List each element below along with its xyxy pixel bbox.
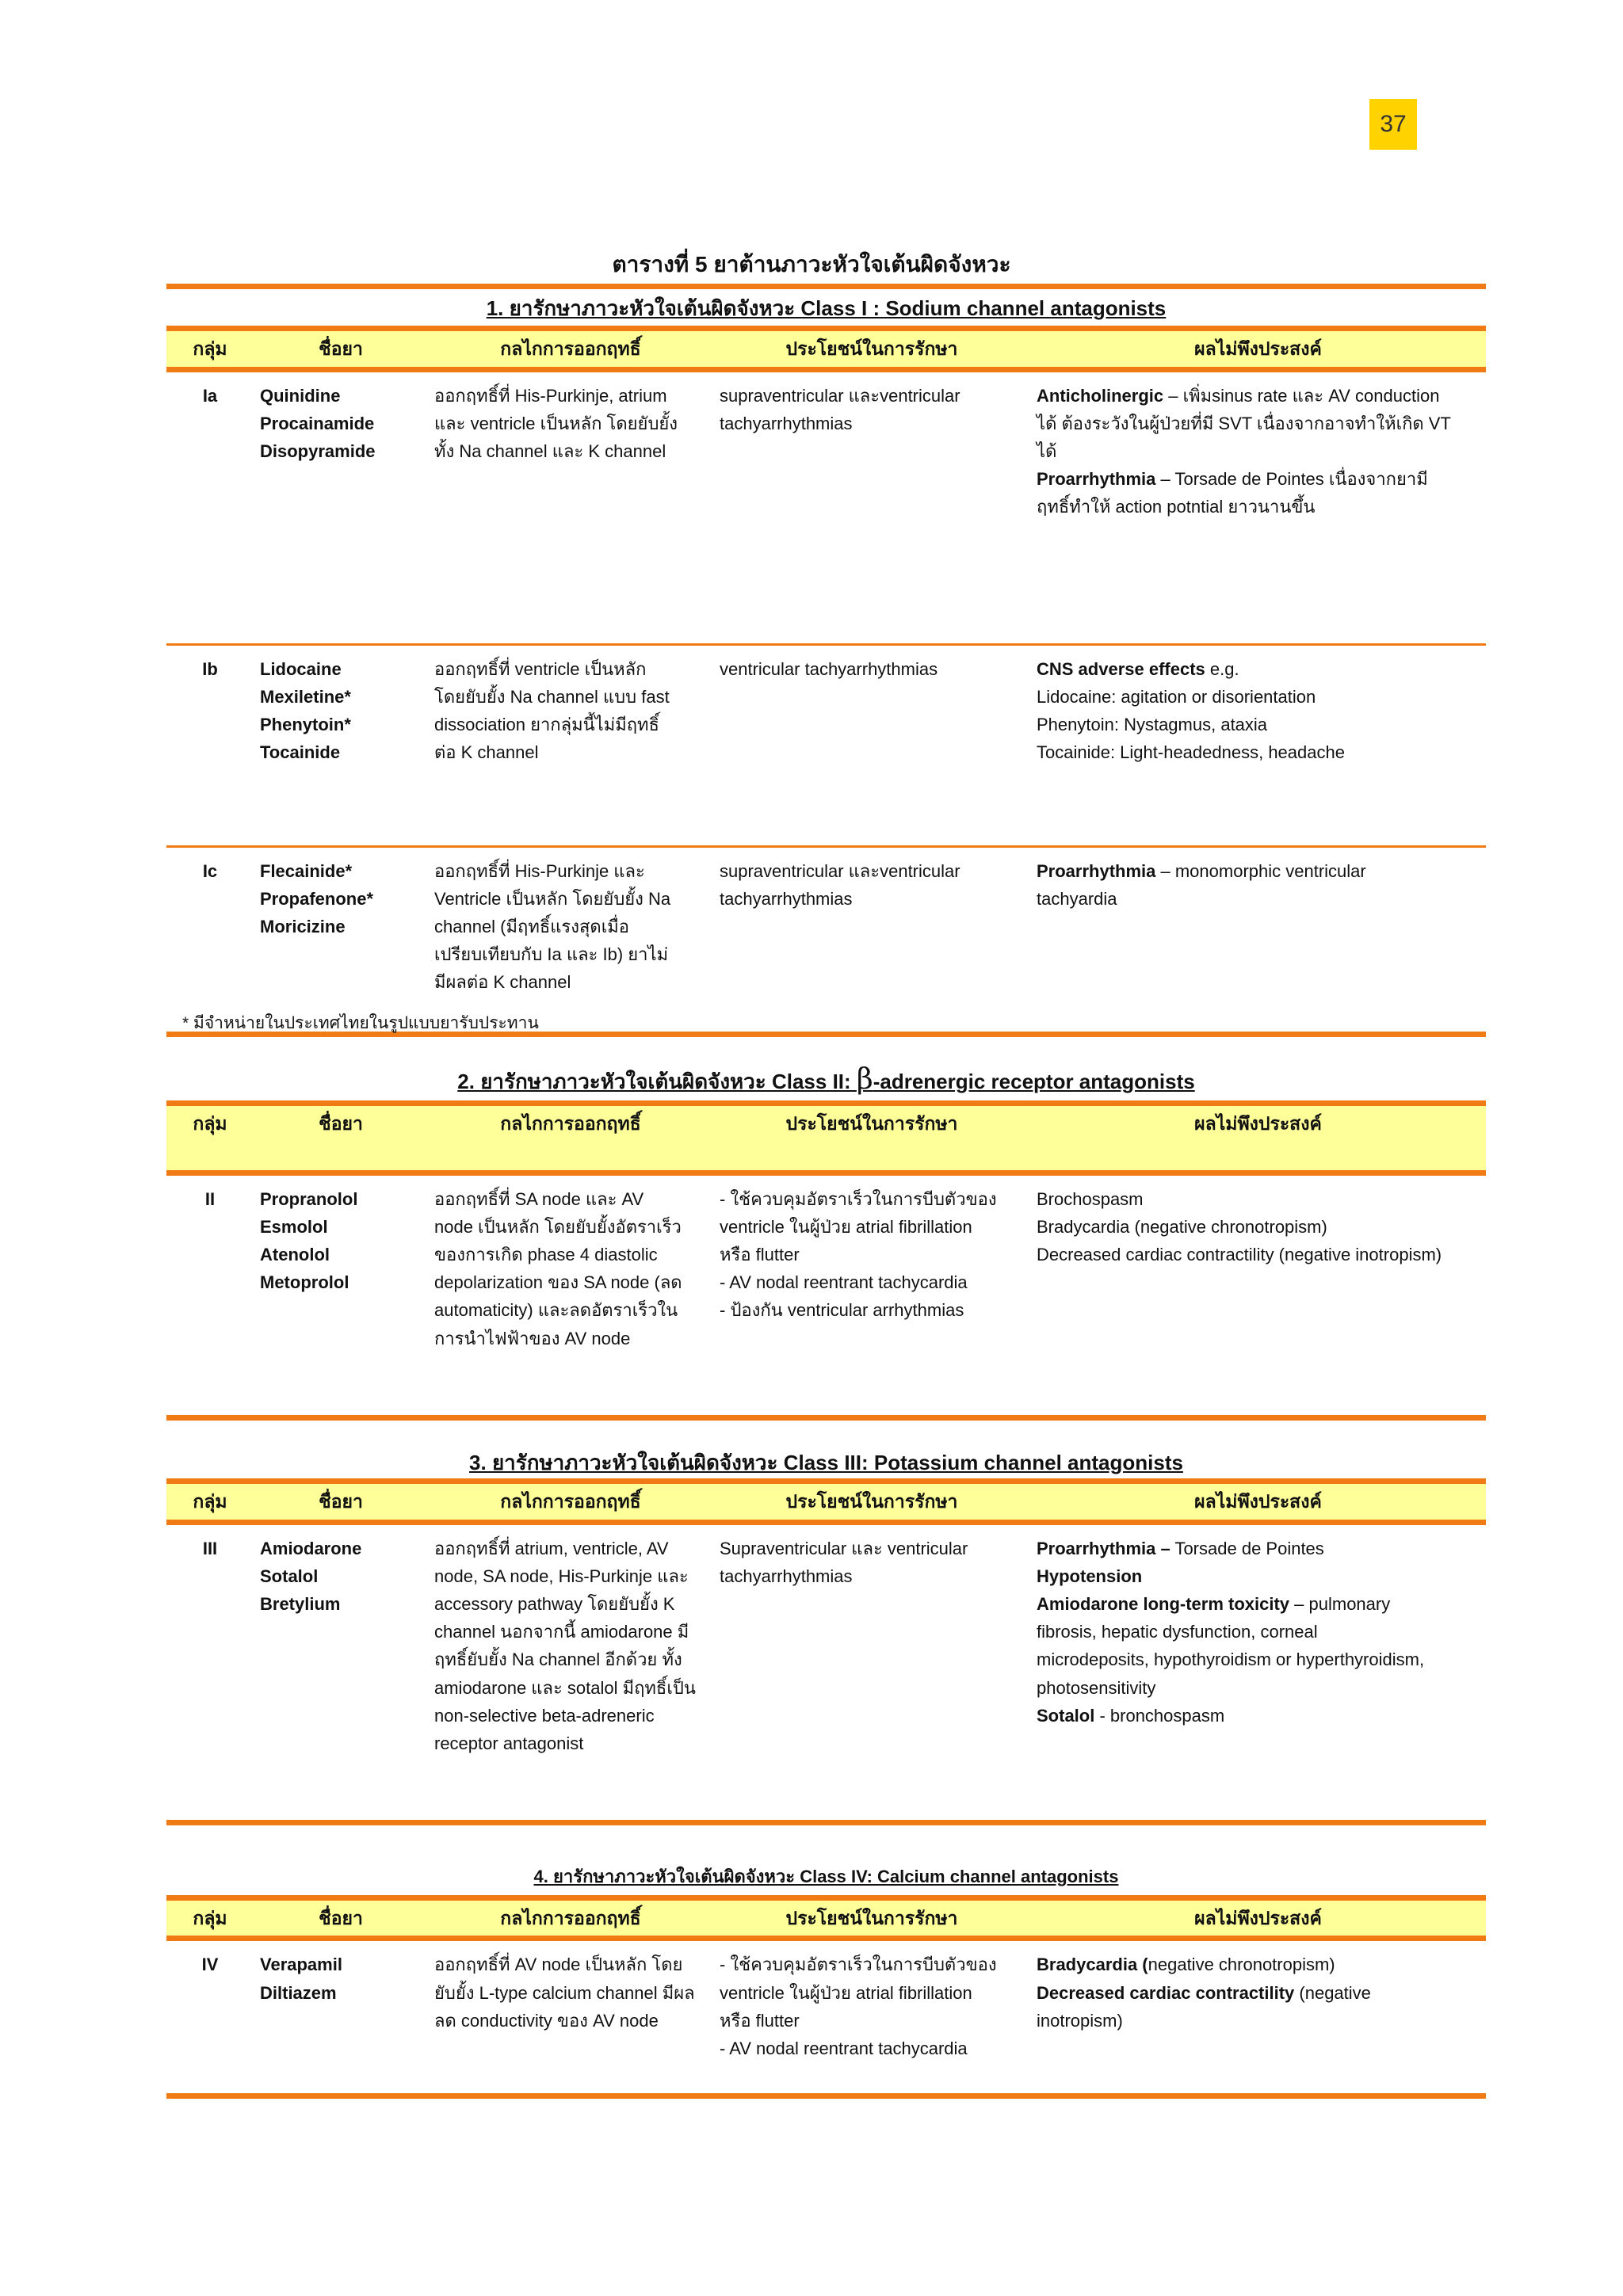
adverse-line — [1037, 465, 1480, 493]
table-row — [166, 1525, 1486, 1820]
adverse-line — [1037, 1702, 1480, 1730]
adverse-line — [1037, 683, 1480, 711]
mechanism-cell — [428, 1535, 713, 1820]
mechanism-line: ออกฤทธิ์ที่ ventricle เป็นหลัก — [434, 658, 647, 679]
drug-name: Bretylium — [260, 1593, 341, 1614]
column-header: ชื่อยา — [319, 1907, 363, 1928]
use-line: Supraventricular และ ventricular — [720, 1538, 968, 1558]
adverse-line — [1037, 1562, 1480, 1590]
table-header — [166, 326, 1486, 372]
column-header: ผลไม่พึงประสงค์ — [1194, 1490, 1322, 1512]
drug-name: Phenytoin* — [260, 714, 351, 734]
adverse-line — [1037, 1185, 1480, 1213]
adverse-line — [1037, 382, 1480, 410]
column-header: ชื่อยา — [319, 1490, 363, 1512]
mechanism-line: ออกฤทธิ์ที่ His-Purkinje, atrium — [434, 385, 667, 406]
adverse-line — [1037, 1241, 1480, 1268]
adverse-cell — [1030, 382, 1486, 643]
adverse-text: fibrosis, hepatic dysfunction, corneal — [1037, 1622, 1318, 1642]
drugs-cell — [254, 857, 428, 1032]
use-line: supraventricular และventricular — [720, 860, 960, 881]
section-title: 4. ยารักษาภาวะหัวใจเต้นผิดจังหวะ Class IV: Calcium channel antagonists — [533, 1867, 1119, 1886]
section-class-1 — [166, 284, 1486, 1037]
column-header: กลุ่ม — [193, 338, 227, 359]
drug-name: Esmolol — [260, 1216, 328, 1237]
adverse-term: CNS adverse effects — [1037, 658, 1205, 679]
group-cell: III — [202, 1538, 218, 1558]
drug-name: Sotalol — [260, 1566, 319, 1586]
mechanism-line: node, SA node, His-Purkinje และ — [434, 1566, 689, 1586]
table-header — [166, 1100, 1486, 1176]
table-body — [166, 1525, 1486, 1820]
adverse-text: Brochospasm — [1037, 1188, 1144, 1209]
drug-name: Lidocaine — [260, 658, 342, 679]
drug-name: Tocainide — [260, 742, 341, 763]
use-line: - ใช้ควบคุมอัตราเร็วในการบีบตัวของ — [720, 1955, 997, 1975]
adverse-term: Bradycardia ( — [1037, 1955, 1148, 1975]
group-cell: IV — [201, 1955, 219, 1975]
adverse-line — [1037, 1951, 1480, 1978]
mechanism-line: ออกฤทธิ์ที่ AV node เป็นหลัก โดย — [434, 1955, 683, 1975]
mechanism-line: ฤทธิ์ยับยั้ง Na channel อีกด้วย ทั้ง — [434, 1650, 682, 1670]
column-header: ประโยชน์ในการรักษา — [785, 338, 958, 359]
adverse-line — [1037, 711, 1480, 738]
mechanism-line: ออกฤทธิ์ที่ SA node และ AV — [434, 1188, 644, 1209]
adverse-text: Phenytoin: Nystagmus, ataxia — [1037, 714, 1268, 734]
drug-name: Amiodarone — [260, 1538, 362, 1558]
adverse-cell — [1030, 655, 1486, 845]
group-cell: Ic — [202, 860, 218, 881]
mechanism-line: และ ventricle เป็นหลัก โดยยับยั้ง — [434, 413, 678, 433]
mechanism-line: ออกฤทธิ์ที่ His-Purkinje และ — [434, 860, 645, 881]
column-header: กลไกการออกฤทธิ์ — [500, 1490, 641, 1512]
adverse-text: (negative — [1294, 1982, 1371, 2003]
mechanism-line: ต่อ K channel — [434, 742, 539, 763]
adverse-text: – pulmonary — [1289, 1593, 1391, 1614]
table-row — [166, 646, 1486, 848]
adverse-line — [1037, 1618, 1480, 1646]
mechanism-cell — [428, 857, 713, 1032]
use-cell — [713, 382, 1030, 643]
column-header: ชื่อยา — [319, 1112, 363, 1134]
use-cell — [713, 1951, 1030, 2093]
adverse-term: Proarrhythmia – — [1037, 1538, 1170, 1558]
adverse-cell — [1030, 1185, 1486, 1415]
mechanism-line: channel (มีฤทธิ์แรงสุดเมื่อ — [434, 916, 629, 936]
adverse-text: tachyardia — [1037, 888, 1117, 909]
adverse-line — [1037, 1979, 1480, 2007]
beta-symbol: β — [856, 1063, 873, 1096]
adverse-text: Torsade de Pointes — [1170, 1538, 1324, 1558]
drug-name: Flecainide* — [260, 860, 353, 881]
bottom-rule — [166, 1820, 1486, 1825]
use-line: - ป้องกัน ventricular arrhythmias — [720, 1300, 964, 1321]
adverse-text: ฤทธิ์ทำให้ action potntial ยาวนานขึ้น — [1037, 497, 1316, 517]
adverse-line — [1037, 738, 1480, 766]
table-body — [166, 372, 1486, 1032]
adverse-text: photosensitivity — [1037, 1677, 1156, 1698]
use-line: - ใช้ควบคุมอัตราเร็วในการบีบตัวของ — [720, 1188, 997, 1209]
drug-name: Procainamide — [260, 413, 375, 433]
mechanism-cell — [428, 655, 713, 845]
table-row — [166, 1176, 1486, 1415]
use-line: - AV nodal reentrant tachycardia — [720, 2038, 968, 2058]
mechanism-line: Ventricle เป็นหลัก โดยยับยั้ง Na — [434, 888, 671, 909]
table-row — [166, 372, 1486, 646]
use-cell — [713, 655, 1030, 845]
mechanism-line: ทั้ง Na channel และ K channel — [434, 441, 666, 461]
section-class-4 — [166, 1866, 1486, 2099]
section-class-2 — [166, 1062, 1486, 1421]
group-cell: Ib — [202, 658, 218, 679]
mechanism-line: node เป็นหลัก โดยยับยั้งอัตราเร็ว — [434, 1216, 682, 1237]
column-header: ผลไม่พึงประสงค์ — [1194, 1907, 1322, 1928]
drugs-cell — [254, 382, 428, 643]
adverse-term: Sotalol — [1037, 1705, 1095, 1726]
mechanism-line: receptor antagonist — [434, 1733, 584, 1753]
table-body — [166, 1176, 1486, 1415]
adverse-line — [1037, 493, 1480, 521]
drugs-cell — [254, 1535, 428, 1820]
adverse-text: Decreased cardiac contractility (negative inotropism) — [1037, 1244, 1442, 1264]
column-header: ผลไม่พึงประสงค์ — [1194, 338, 1322, 359]
adverse-text: – Torsade de Pointes เนื่องจากยามี — [1155, 469, 1428, 490]
mechanism-line: ลด conductivity ของ AV node — [434, 2010, 659, 2031]
adverse-term: Amiodarone long-term toxicity — [1037, 1593, 1290, 1614]
adverse-line — [1037, 410, 1480, 437]
use-cell — [713, 1535, 1030, 1820]
adverse-term: Anticholinergic — [1037, 385, 1164, 406]
column-header: ชื่อยา — [319, 338, 363, 359]
footnote: * มีจำหน่ายในประเทศไทยในรูปแบบยารับประทาน — [182, 1014, 539, 1032]
top-rule — [166, 284, 1486, 289]
drug-name: Propranolol — [260, 1188, 358, 1209]
drug-name: Diltiazem — [260, 1982, 337, 2003]
column-header: กลุ่ม — [193, 1907, 227, 1928]
mechanism-line: dissociation ยากลุ่มนี้ไม่มีฤทธิ์ — [434, 714, 659, 734]
column-header: กลุ่ม — [193, 1490, 227, 1512]
bottom-rule — [166, 1415, 1486, 1421]
use-line: หรือ flutter — [720, 1244, 800, 1264]
use-line: ventricle ในผู้ป่วย atrial fibrillation — [720, 1982, 972, 2003]
adverse-text: - bronchospasm — [1094, 1705, 1225, 1726]
drugs-cell — [254, 1185, 428, 1415]
mechanism-line: automaticity) และลดอัตราเร็วใน — [434, 1300, 678, 1321]
adverse-cell — [1030, 857, 1486, 1032]
mechanism-line: การนำไฟฟ้าของ AV node — [434, 1328, 631, 1348]
use-line: หรือ flutter — [720, 2010, 800, 2031]
adverse-text: – monomorphic ventricular — [1155, 860, 1366, 881]
adverse-cell — [1030, 1951, 1486, 2093]
column-header: กลไกการออกฤทธิ์ — [500, 1907, 641, 1928]
mechanism-cell — [428, 1185, 713, 1415]
mechanism-line: เปรียบเทียบกับ Ia และ Ib) ยาไม่ — [434, 944, 669, 965]
use-cell — [713, 857, 1030, 1032]
mechanism-line: depolarization ของ SA node (ลด — [434, 1272, 682, 1293]
adverse-line — [1037, 1535, 1480, 1562]
use-line: tachyarrhythmias — [720, 413, 853, 433]
drug-name: Quinidine — [260, 385, 341, 406]
table-header — [166, 1895, 1486, 1942]
drug-name: Disopyramide — [260, 441, 376, 461]
adverse-cell — [1030, 1535, 1486, 1820]
column-header: ประโยชน์ในการรักษา — [785, 1490, 958, 1512]
table-row — [166, 848, 1486, 1032]
drug-name: Atenolol — [260, 1244, 330, 1264]
section-class-3 — [166, 1450, 1486, 1825]
mechanism-line: non-selective beta-adreneric — [434, 1705, 655, 1726]
adverse-text: Bradycardia (negative chronotropism) — [1037, 1216, 1327, 1237]
use-cell — [713, 1185, 1030, 1415]
use-line: supraventricular และventricular — [720, 385, 960, 406]
drug-name: Moricizine — [260, 916, 346, 936]
adverse-term: Decreased cardiac contractility — [1037, 1982, 1295, 2003]
adverse-line — [1037, 437, 1480, 465]
adverse-text: ได้ — [1037, 441, 1057, 461]
adverse-text: microdeposits, hypothyroidism or hyperthyroidism, — [1037, 1650, 1425, 1670]
mechanism-line: มีผลต่อ K channel — [434, 972, 571, 993]
section-title: 3. ยารักษาภาวะหัวใจเต้นผิดจังหวะ Class III: Potassium channel antagonists — [469, 1451, 1183, 1474]
adverse-line — [1037, 1646, 1480, 1673]
adverse-text: Tocainide: Light-headedness, headache — [1037, 742, 1345, 763]
drug-name: Metoprolol — [260, 1272, 349, 1293]
mechanism-line: ยับยั้ง L-type calcium channel มีผล — [434, 1982, 695, 2003]
column-header: ผลไม่พึงประสงค์ — [1194, 1112, 1322, 1134]
drugs-cell — [254, 655, 428, 845]
use-line: ventricular tachyarrhythmias — [720, 658, 938, 679]
bottom-rule — [166, 2093, 1486, 2099]
column-header: กลุ่ม — [193, 1112, 227, 1134]
adverse-term: Proarrhythmia — [1037, 860, 1156, 881]
adverse-text: negative chronotropism) — [1148, 1955, 1335, 1975]
adverse-line — [1037, 655, 1480, 683]
section-title: 1. ยารักษาภาวะหัวใจเต้นผิดจังหวะ Class I : Sodium channel antagonists — [486, 296, 1167, 320]
adverse-line — [1037, 857, 1480, 885]
drugs-cell — [254, 1951, 428, 2093]
adverse-term: Proarrhythmia — [1037, 469, 1156, 490]
column-header: ประโยชน์ในการรักษา — [785, 1907, 958, 1928]
adverse-line — [1037, 885, 1480, 913]
table-header — [166, 1478, 1486, 1525]
use-line: - AV nodal reentrant tachycardia — [720, 1272, 968, 1293]
use-line: tachyarrhythmias — [720, 1566, 853, 1586]
adverse-line — [1037, 2007, 1480, 2035]
mechanism-cell — [428, 382, 713, 643]
use-line: tachyarrhythmias — [720, 888, 853, 909]
mechanism-line: ออกฤทธิ์ที่ atrium, ventricle, AV — [434, 1538, 669, 1558]
adverse-text: e.g. — [1205, 658, 1239, 679]
adverse-text: Lidocaine: agitation or disorientation — [1037, 686, 1316, 707]
mechanism-line: โดยยับยั้ง Na channel แบบ fast — [434, 686, 670, 707]
mechanism-line: amiodarone และ sotalol มีฤทธิ์เป็น — [434, 1677, 696, 1698]
adverse-text: ได้ ต้องระวังในผู้ป่วยที่มี SVT เนื่องจากอาจทำให้เกิด VT — [1037, 413, 1451, 433]
table-title: ตารางที่ 5 ยาต้านภาวะหัวใจเต้นผิดจังหวะ — [612, 252, 1011, 277]
drug-name: Propafenone* — [260, 888, 374, 909]
section-title: 2. ยารักษาภาวะหัวใจเต้นผิดจังหวะ Class II: β-adrenergic receptor antagonists — [457, 1063, 1195, 1096]
adverse-term: Hypotension — [1037, 1566, 1143, 1586]
group-cell: Ia — [202, 385, 218, 406]
table-row — [166, 1941, 1486, 2093]
column-header: ประโยชน์ในการรักษา — [785, 1112, 958, 1134]
adverse-text: inotropism) — [1037, 2010, 1123, 2031]
mechanism-line: channel นอกจากนี้ amiodarone มี — [434, 1622, 689, 1642]
table-body — [166, 1941, 1486, 2093]
column-header: กลไกการออกฤทธิ์ — [500, 338, 641, 359]
mechanism-cell — [428, 1951, 713, 2093]
use-line: ventricle ในผู้ป่วย atrial fibrillation — [720, 1216, 972, 1237]
mechanism-line: accessory pathway โดยยับยั้ง K — [434, 1593, 675, 1614]
adverse-text: – เพิ่มsinus rate และ AV conduction — [1163, 385, 1440, 406]
group-cell: II — [204, 1188, 216, 1209]
column-header: กลไกการออกฤทธิ์ — [500, 1112, 641, 1134]
adverse-line — [1037, 1590, 1480, 1618]
drug-name: Mexiletine* — [260, 686, 351, 707]
adverse-line — [1037, 1674, 1480, 1702]
mechanism-line: ของการเกิด phase 4 diastolic — [434, 1244, 658, 1264]
adverse-line — [1037, 1213, 1480, 1241]
drug-name: Verapamil — [260, 1955, 342, 1975]
page-number: 37 — [1369, 99, 1417, 150]
